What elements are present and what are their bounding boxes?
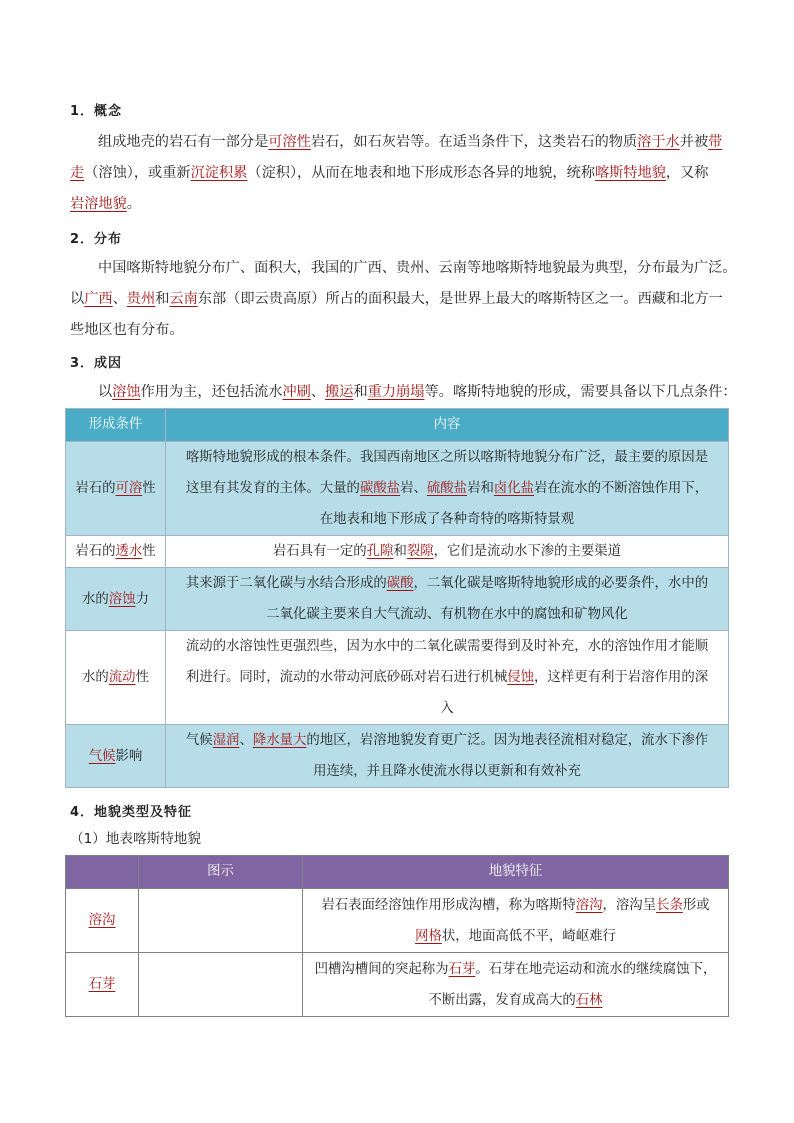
text-line: 些地区也有分布。 (70, 322, 184, 338)
column-header: 地貌特征 (303, 856, 729, 889)
section-1-paragraph (70, 127, 730, 220)
table-row (66, 442, 729, 536)
keyword: 卤化盐 (493, 481, 535, 496)
text-line: 以溶蚀作用为主，还包括流水冲刷、搬运和重力崩塌等。喀斯特地貌的形成，需要具备以下几点条件： (98, 384, 737, 400)
keyword: 裂隙 (406, 544, 434, 559)
keyword: 长条 (656, 897, 683, 913)
section-2-paragraph (70, 253, 737, 346)
text-line: 组成地壳的岩石有一部分是可溶性岩石，如石灰岩等。在适当条件下，这类岩石的物质溶于水并被带 (98, 134, 723, 150)
text-line: 走（溶蚀），或重新沉淀积累（淀积），从而在地表和地下形成形态各异的地貌，统称喀斯特地貌，又称 (70, 165, 709, 181)
section-2-heading: 2．分布 (70, 232, 123, 247)
keyword: 网格 (415, 928, 442, 944)
keyword: 侵蚀 (507, 670, 535, 685)
table-row (66, 631, 729, 725)
keyword: 降水量大 (252, 733, 307, 748)
landform-name-cell (66, 953, 139, 1017)
keyword: 溶蚀 (112, 384, 141, 400)
section-4-subheading: （1）地表喀斯特地貌 (70, 831, 201, 847)
content-cell: 岩石具有一定的孔隙和裂隙，它们是流动水下渗的主要渠道 (166, 536, 729, 568)
keyword: 碳酸盐 (359, 481, 401, 496)
text-line: 岩溶地貌。 (70, 196, 141, 212)
keyword: 冲刷 (282, 384, 311, 400)
keyword: 溶沟 (575, 897, 603, 913)
keyword: 透水 (115, 544, 143, 559)
condition-cell: 岩石的透水性 (66, 536, 166, 568)
column-header (66, 856, 139, 889)
keyword: 岩溶地貌 (70, 196, 127, 212)
table-row (66, 725, 729, 788)
feature-cell: 凹槽沟槽间的突起称为石芽。石芽在地壳运动和流水的继续腐蚀下， 不断出露，发育成高大的石林 (303, 953, 729, 1017)
condition-cell: 水的溶蚀力 (66, 568, 166, 631)
landform-types-table (65, 855, 729, 1017)
section-3-intro (70, 377, 737, 408)
keyword: 溶于水 (637, 134, 680, 150)
table-row (66, 568, 729, 631)
keyword: 湿润 (212, 733, 240, 748)
keyword: 可溶性 (268, 134, 311, 150)
keyword: 石林 (575, 992, 603, 1008)
content-cell: 气候湿润、降水量大的地区，岩溶地貌发育更广泛。因为地表径流相对稳定，流水下渗作 用连续，并且降水使流水得以更新和有效补充 (166, 725, 729, 788)
content-cell: 喀斯特地貌形成的根本条件。我国西南地区之所以喀斯特地貌分布广泛，最主要的原因是 这里有其发育的主体。大量的碳酸盐岩、硫酸盐岩和卤化盐岩在流水的不断溶蚀作用下， 在地表和地下形成了各种奇特的喀斯特景观 (166, 442, 729, 536)
table-header-row (66, 409, 729, 442)
keyword: 气候 (88, 748, 116, 764)
keyword: 带 (708, 134, 723, 150)
landform-name-cell (66, 889, 139, 953)
condition-cell: 岩石的可溶性 (66, 442, 166, 536)
keyword: 贵州 (126, 291, 156, 307)
keyword: 搬运 (325, 384, 354, 400)
content-cell: 流动的水溶蚀性更强烈些，因为水中的二氧化碳需要得到及时补充，水的溶蚀作用才能顺 利进行。同时，流动的水带动河底砂砾对岩石进行机械侵蚀，这样更有利于岩溶作用的深 入 (166, 631, 729, 725)
keyword: 溶蚀 (108, 591, 136, 607)
keyword: 石芽 (88, 977, 116, 992)
image-cell (139, 889, 303, 953)
table-row (66, 953, 729, 1017)
column-header: 形成条件 (66, 409, 166, 442)
keyword: 云南 (169, 291, 198, 307)
section-4-heading: 4．地貌类型及特征 (70, 805, 193, 820)
keyword: 石芽 (448, 961, 476, 977)
keyword: 孔隙 (366, 544, 394, 559)
column-header: 内容 (166, 409, 729, 442)
condition-cell: 水的流动性 (66, 631, 166, 725)
keyword: 重力崩塌 (367, 384, 425, 400)
keyword: 碳酸 (386, 576, 414, 591)
table-row (66, 536, 729, 568)
condition-cell: 气候影响 (66, 725, 166, 788)
text-line: 以广西、贵州和云南东部（即云贵高原）所占的面积最大，是世界上最大的喀斯特区之一。西藏和北方一 (70, 291, 723, 307)
feature-cell: 岩石表面经溶蚀作用形成沟槽，称为喀斯特溶沟，溶沟呈长条形或 网格状，地面高低不平，崎岖难行 (303, 889, 729, 953)
keyword: 走 (70, 165, 85, 181)
table-header-row (66, 856, 729, 889)
keyword: 广西 (84, 291, 113, 307)
text-line: 中国喀斯特地貌分布广、面积大，我国的广西、贵州、云南等地喀斯特地貌最为典型，分布最为广泛。 (98, 260, 737, 276)
column-header: 图示 (139, 856, 303, 889)
content-cell: 其来源于二氧化碳与水结合形成的碳酸，二氧化碳是喀斯特地貌形成的必要条件，水中的 二氧化碳主要来自大气流动、有机物在水中的腐蚀和矿物风化 (166, 568, 729, 631)
formation-conditions-table (65, 408, 729, 788)
keyword: 沉淀积累 (190, 165, 248, 181)
image-cell (139, 953, 303, 1017)
table-row (66, 889, 729, 953)
keyword: 流动 (108, 670, 136, 685)
keyword: 喀斯特地貌 (594, 165, 666, 181)
keyword: 硫酸盐 (426, 481, 468, 496)
keyword: 溶沟 (88, 913, 116, 928)
section-3-heading: 3．成因 (70, 356, 123, 371)
section-1-heading: 1．概念 (70, 104, 123, 119)
keyword: 可溶 (115, 481, 143, 496)
